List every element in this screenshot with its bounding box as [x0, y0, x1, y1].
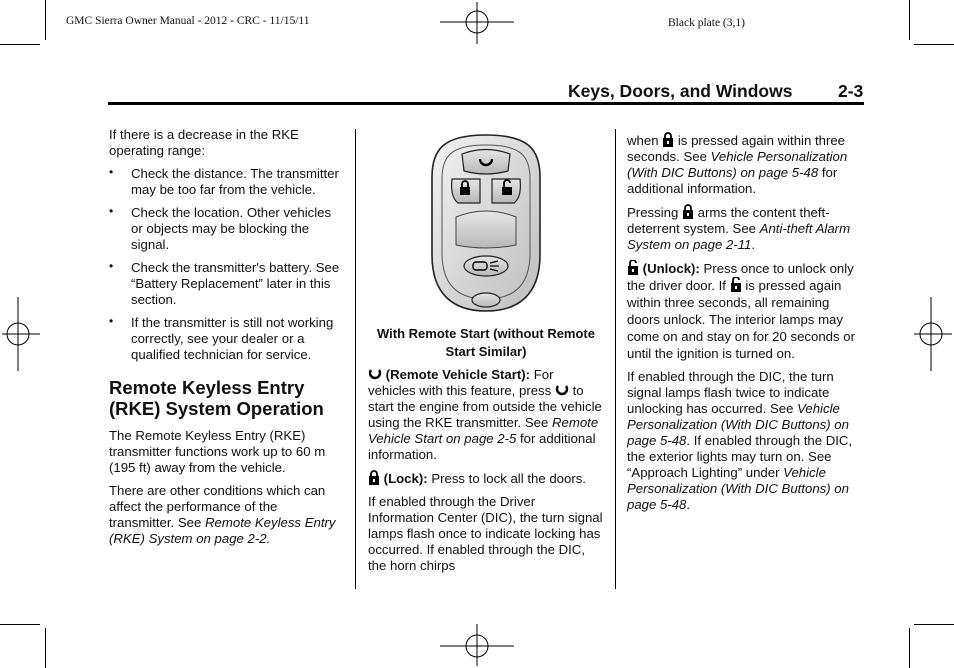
- lock-icon: [682, 204, 694, 219]
- remote-start-term: (Remote Vehicle Start):: [385, 367, 531, 382]
- theft-deterrent-paragraph: [627, 204, 865, 253]
- conditions-paragraph: [109, 483, 345, 547]
- crop-mark: [914, 44, 954, 45]
- unlock-paragraph: [627, 260, 865, 362]
- registration-mark-icon: [440, 0, 514, 44]
- remote-start-icon: [555, 383, 569, 397]
- crop-mark: [914, 624, 954, 625]
- unlock-dic-paragraph: [627, 369, 865, 513]
- column-3: [627, 132, 865, 520]
- registration-mark-icon: [0, 297, 40, 371]
- text: Press once to unlock only the driver door. If: [627, 261, 854, 293]
- conditions-text: There are other conditions which can affect the performance of the transmitter. See: [109, 483, 326, 530]
- text: is pressed again within three seconds. See: [627, 133, 846, 164]
- text: when: [627, 133, 659, 148]
- crop-mark: [45, 628, 46, 668]
- list-item: • Check the distance. The transmitter may be too far from the vehicle.: [109, 166, 345, 198]
- list-item: • If the transmitter is still not working correctly, see your dealer or a qualified technician for service.: [109, 315, 345, 363]
- remote-start-icon: [368, 367, 382, 381]
- registration-mark-icon: [440, 624, 514, 668]
- header-rule: [108, 102, 864, 105]
- intro-text: If there is a decrease in the RKE operating range:: [109, 127, 299, 158]
- lock-icon: [662, 132, 674, 147]
- column-1: [109, 127, 345, 554]
- column-2: [368, 127, 604, 581]
- unlock-icon: [627, 260, 639, 275]
- remote-start-tail: for additional information.: [368, 431, 596, 462]
- list-item: • Check the location. Other vehicles or objects may be blocking the signal.: [109, 205, 345, 253]
- text: for additional information.: [627, 165, 838, 196]
- lock-text: Press to lock all the doors.: [431, 471, 586, 486]
- key-fob-illustration: [368, 127, 604, 319]
- cross-reference-link[interactable]: Vehicle Personalization (With DIC Buttons) on page 5-48: [627, 465, 849, 512]
- troubleshooting-list: [109, 166, 345, 363]
- cross-reference-link[interactable]: Anti-theft Alarm System on page 2-11: [627, 221, 851, 252]
- text: .: [686, 497, 691, 512]
- text: arms the content theft-deterrent system. See: [627, 205, 830, 236]
- page-number: 2-3: [838, 81, 864, 101]
- plate-info: Black plate (3,1): [668, 17, 745, 29]
- crop-mark: [0, 624, 40, 625]
- column-divider: [615, 129, 616, 589]
- column-divider: [355, 129, 356, 589]
- cross-reference-link[interactable]: Remote Vehicle Start on page 2-5: [368, 415, 599, 446]
- lock-paragraph: [368, 470, 604, 487]
- text: If enabled through the DIC, the turn signal lamps flash twice to indicate unlocking has occurred. See: [627, 369, 834, 416]
- unlock-icon: [730, 277, 742, 292]
- remote-start-paragraph: [368, 367, 604, 463]
- list-item: • Check the transmitter's battery. See “Battery Replacement” later in this section.: [109, 260, 345, 308]
- text: Pressing: [627, 205, 679, 220]
- cross-reference-link[interactable]: Remote Keyless Entry (RKE) System on page 2-2.: [109, 515, 336, 546]
- figure-caption: With Remote Start (without Remote Start Similar): [377, 326, 595, 359]
- section-heading: Remote Keyless Entry (RKE) System Operation: [109, 377, 324, 419]
- cross-reference-link[interactable]: Vehicle Personalization (With DIC Buttons) on page 5-48: [627, 401, 849, 448]
- unlock-term: (Unlock):: [642, 261, 700, 276]
- text: is pressed again within three seconds, all remaining doors unlock. The interior lamps may come on and stay on for 20 seconds or until the ignition is turned on.: [627, 278, 855, 361]
- crop-mark: [909, 628, 910, 668]
- lock-icon: [368, 470, 380, 485]
- remote-start-text: For vehicles with this feature, press: [368, 367, 554, 398]
- crop-mark: [0, 44, 40, 45]
- text: .: [751, 237, 756, 252]
- crop-mark: [909, 0, 910, 40]
- range-paragraph: The Remote Keyless Entry (RKE) transmitter functions work up to 60 m (195 ft) away from the vehicle.: [109, 428, 326, 475]
- remote-start-text: to start the engine from outside the vehicle using the RKE transmitter. See: [368, 383, 602, 430]
- print-info: GMC Sierra Owner Manual - 2012 - CRC - 11/15/11: [66, 15, 310, 27]
- dic-paragraph: If enabled through the Driver Information Center (DIC), the turn signal lamps flash once to indicate locking has occurred. If enabled through the DIC, the horn chirps: [368, 494, 603, 573]
- running-head: Keys, Doors, and Windows: [568, 81, 793, 101]
- registration-mark-icon: [914, 297, 954, 371]
- lock-term: (Lock):: [383, 471, 428, 486]
- text: . If enabled through the DIC, the exterior lights may turn on. See “Approach Lighting” under: [627, 433, 853, 480]
- lock-again-paragraph: [627, 132, 865, 197]
- crop-mark: [45, 0, 46, 40]
- cross-reference-link[interactable]: Vehicle Personalization (With DIC Buttons) on page 5-48: [627, 149, 848, 180]
